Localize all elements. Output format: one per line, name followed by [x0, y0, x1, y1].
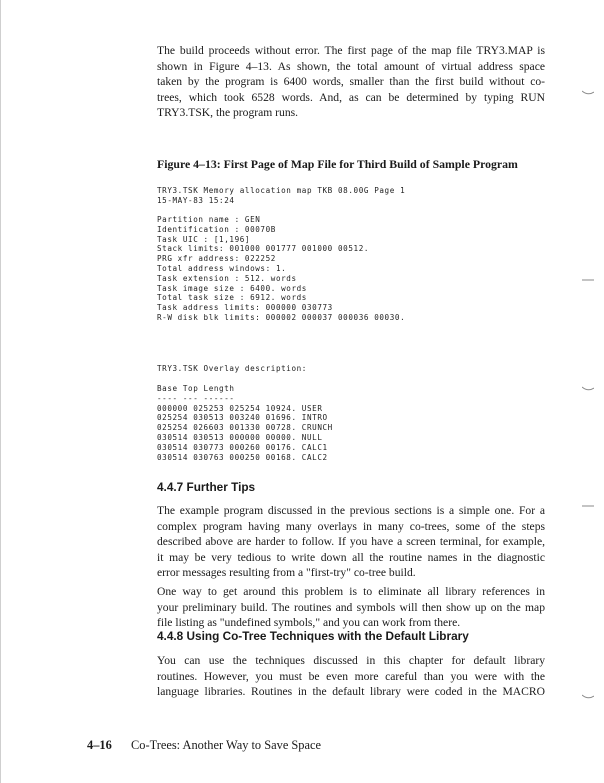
text-line: language libraries. Routines in the default library were coded in the MACRO [157, 685, 545, 699]
summary-line: Task UIC : [1,196] [157, 234, 251, 244]
text-line: TRY3.TSK, the program runs. [157, 106, 299, 120]
text-line: The build proceeds without error. The first page of the map file TRY3.MAP is [157, 44, 545, 57]
summary-line: Task extension : 512. words [157, 273, 297, 283]
paragraph-448-1 [157, 653, 545, 700]
summary-line: R-W disk blk limits: 000002 000037 000036 00030. [157, 312, 406, 322]
margin-mark [582, 386, 594, 392]
text-line: shown in Figure 4–13. As shown, the total amount of virtual address space [157, 59, 545, 73]
overlay-row: 030514 030763 000250 00168. CALC2 [157, 452, 328, 462]
text-line: The example program discussed in the previous sections is a simple one. For a [157, 504, 545, 517]
map-header-line: 15-MAY-83 15:24 [157, 195, 235, 205]
overlay-row: 025254 026603 001330 00728. CRUNCH [157, 423, 333, 433]
col-length: Length [203, 384, 235, 393]
col-top: Top [182, 384, 199, 393]
paragraph-447-2 [157, 584, 545, 631]
summary-line: Partition name : GEN [157, 215, 261, 224]
summary-line: Total address windows: 1. [157, 263, 287, 273]
overlay-title: TRY3.TSK Overlay description: [157, 364, 307, 373]
map-header [157, 186, 405, 206]
summary-line: PRG xfr address: 022252 [157, 254, 276, 264]
page-number: 4–16 [87, 738, 112, 752]
page-edge-rule [0, 0, 1, 783]
text-line: taken by the program is 6400 words, smaller than the first build without co- [157, 75, 545, 89]
overlay-row: 025254 030513 003240 01696. INTRO [157, 413, 328, 423]
text-line: it may be very tedious to write down all the routine names in the diagnostic [157, 550, 545, 564]
margin-mark [582, 694, 594, 700]
summary-line: Total task size : 6912. words [157, 293, 307, 303]
overlay-row: 030514 030773 000260 00176. CALC1 [157, 442, 328, 452]
text-line: You can use the techniques discussed in this chapter for default library [157, 654, 545, 667]
text-line: trees, which took 6528 words. And, as can be determined by typing RUN [157, 90, 545, 104]
overlay-row: 000000 025253 025254 10924. USER [157, 403, 323, 413]
margin-mark [582, 503, 594, 509]
section-heading-447: 4.4.7 Further Tips [157, 480, 256, 494]
overlay-header-row [157, 384, 333, 394]
margin-mark [582, 90, 594, 96]
col-base: Base [157, 384, 178, 393]
map-header-line: TRY3.TSK Memory allocation map TKB 08.00G Page 1 [157, 186, 406, 195]
map-summary [157, 215, 405, 323]
text-line: complex program having many overlays in many co-trees, some of the steps [157, 519, 545, 533]
text-line: routines. However, you must be even more careful than you were with the [157, 669, 545, 683]
chapter-title: Co-Trees: Another Way to Save Space [131, 738, 321, 752]
text-line: error messages resulting from a "first-try" co-tree build. [157, 566, 416, 580]
section-heading-448: 4.4.8 Using Co-Tree Techniques with the Default Library [157, 629, 469, 643]
text-line: file listing as "undefined symbols," and you can work from there. [157, 616, 461, 630]
summary-line: Task address limits: 000000 030773 [157, 303, 333, 313]
text-line: your preliminary build. The routines and symbols will then show up on the map [157, 600, 545, 614]
summary-line: Stack limits: 001000 001777 001000 00512. [157, 244, 370, 254]
overlay-row: 030514 030513 000000 00000. NULL [157, 432, 323, 442]
overlay-underline: ---- --- ------ [157, 393, 235, 403]
figure-caption: Figure 4–13: First Page of Map File for Third Build of Sample Program [157, 157, 518, 171]
margin-mark [582, 277, 594, 283]
summary-line: Identification : 00070B [157, 224, 276, 234]
summary-line: Task image size : 6400. words [157, 283, 307, 293]
text-line: One way to get around this problem is to eliminate all library references in [157, 585, 545, 598]
overlay-table [157, 384, 333, 462]
text-line: described above are harder to follow. If you have a screen terminal, for example, [157, 535, 545, 549]
paragraph-447-1 [157, 503, 545, 581]
intro-paragraph [157, 43, 545, 121]
